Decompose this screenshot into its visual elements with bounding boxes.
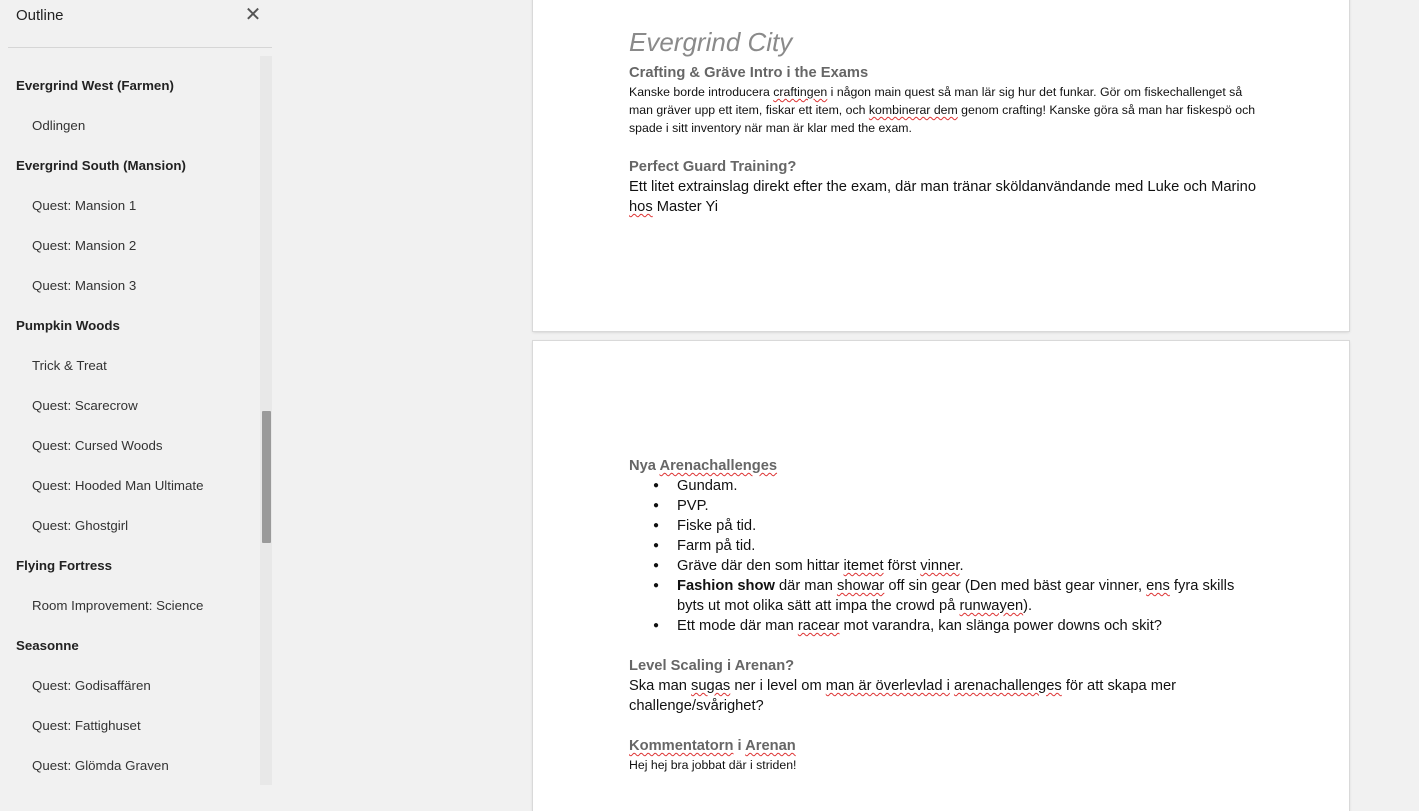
- outline-scrollbar-thumb[interactable]: [262, 411, 271, 543]
- heading-crafting: Crafting & Gräve Intro i the Exams: [629, 65, 869, 81]
- heading-arenachallenges: Nya Arenachallenges: [629, 458, 778, 474]
- document-page-1: [533, 0, 1349, 331]
- outline-divider: [8, 47, 272, 48]
- outline-item[interactable]: Quest: Godisaffären: [32, 678, 151, 693]
- list-item: ● Fashion show där man showar off sin gear (Den med bäst gear vinner, ens fyra skills byts ut mot olika sätt att impa the crowd på runwayen).: [629, 576, 1259, 616]
- list-item: ● Ett mode där man racear mot varandra, kan slänga power downs och skit?: [629, 616, 1259, 636]
- page-1-content: [629, 26, 1259, 217]
- outline-item[interactable]: Evergrind West (Farmen): [16, 78, 174, 93]
- outline-item[interactable]: Quest: Glömda Graven: [32, 758, 169, 773]
- outline-item[interactable]: Quest: Mansion 3: [32, 278, 137, 293]
- outline-item[interactable]: Quest: Mansion 2: [32, 238, 137, 253]
- paragraph-crafting: Kanske borde introducera craftingen i någon main quest så man lär sig hur det funkar. Gör om fiskechallenget så man gräver upp ett item, fiskar ett item, och kombinerar dem genom crafting! Kanske göra så man har fiskespö och spade i sitt inventory när man är klar med the exam.: [629, 85, 1256, 135]
- doc-title: Evergrind City: [629, 27, 793, 57]
- outline-item[interactable]: Seasonne: [16, 638, 79, 653]
- outline-item[interactable]: Evergrind South (Mansion): [16, 158, 186, 173]
- outline-item[interactable]: Odlingen: [32, 118, 86, 133]
- outline-list: [0, 66, 260, 786]
- list-item: ● Fiske på tid.: [629, 516, 1259, 536]
- list-item: ● Gräve där den som hittar itemet först vinner.: [629, 556, 1259, 576]
- outline-item[interactable]: Flying Fortress: [16, 558, 113, 573]
- outline-item[interactable]: Quest: Cursed Woods: [32, 438, 163, 453]
- outline-item[interactable]: Quest: Hooded Man Ultimate: [32, 478, 204, 493]
- heading-guard-training: Perfect Guard Training?: [629, 159, 797, 175]
- paragraph-guard-training: Ett litet extrainslag direkt efter the exam, där man tränar sköldanvändande med Luke och Marino hos Master Yi: [629, 179, 1257, 215]
- page-2-content: [629, 456, 1259, 774]
- list-item: ● Farm på tid.: [629, 536, 1259, 556]
- paragraph-kommentatorn: Hej hej bra jobbat där i striden!: [629, 758, 797, 772]
- outline-item[interactable]: Quest: Mansion 1: [32, 198, 137, 213]
- outline-item[interactable]: Room Improvement: Science: [32, 598, 204, 613]
- outline-item[interactable]: Quest: Ghostgirl: [32, 518, 129, 533]
- outline-item[interactable]: Quest: Fattighuset: [32, 718, 141, 733]
- outline-item[interactable]: Trick & Treat: [32, 358, 107, 373]
- outline-title: Outline: [16, 7, 64, 24]
- outline-item[interactable]: Pumpkin Woods: [16, 318, 120, 333]
- outline-panel: [0, 0, 272, 785]
- outline-item[interactable]: Quest: Scarecrow: [32, 398, 138, 413]
- document-page-2: [533, 341, 1349, 811]
- arenachallenges-list: [629, 476, 1259, 636]
- heading-level-scaling: Level Scaling i Arenan?: [629, 658, 795, 674]
- list-item: ● Gundam.: [629, 476, 1259, 496]
- heading-kommentatorn: Kommentatorn i Arenan: [629, 738, 796, 754]
- close-icon[interactable]: ✕: [244, 4, 262, 26]
- paragraph-level-scaling: Ska man sugas ner i level om man är överlevlad i arenachallenges för att skapa mer challenge/svårighet?: [629, 678, 1177, 714]
- list-item: ● PVP.: [629, 496, 1259, 516]
